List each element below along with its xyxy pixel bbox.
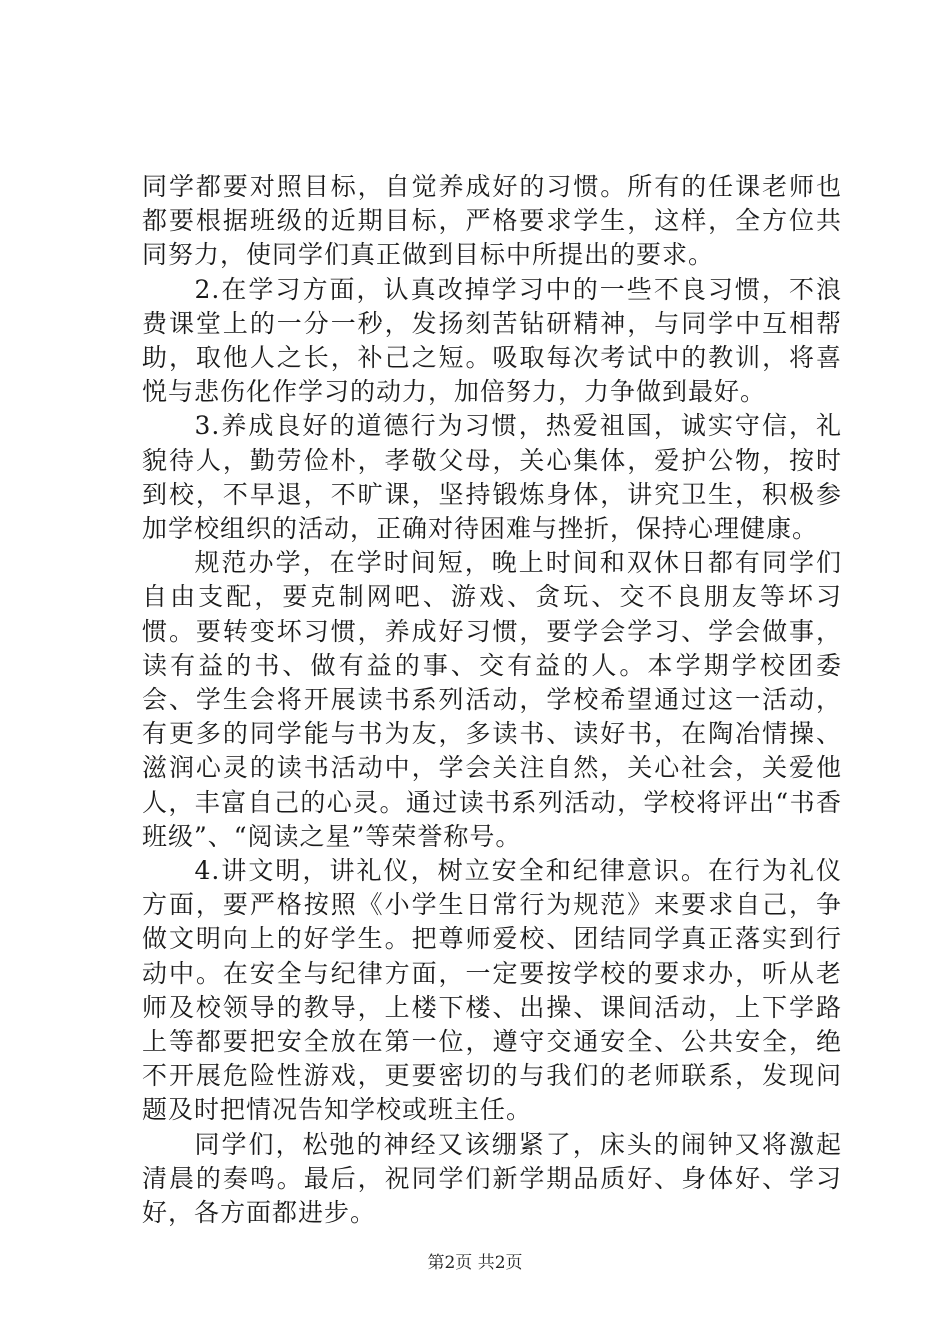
paragraph-reading-activity: 规范办学，在学时间短，晚上时间和双休日都有同学们自由支配，要克制网吧、游戏、贪玩、交不良朋友等坏习惯。要转变坏习惯，养成好习惯，要学会学习、学会做事，读有益的书、做有益的事、交有益的人。本学期学校团委会、学生会将开展读书系列活动，学校希望通过这一活动，有更多的同学能与书为友，多读书、读好书，在陶冶情操、滋润心灵的读书活动中，学会关注自然，关心社会，关爱他人，丰富自己的心灵。通过读书系列活动，学校将评出“书香班级”、“阅读之星”等荣誉称号。: [142, 548, 842, 851]
page-number-footer: 第2页 共2页: [427, 1253, 523, 1273]
paragraph-closing: 同学们，松弛的神经又该绷紧了，床头的闹钟又将激起清晨的奏鸣。最后，祝同学们新学期品质好、身体好、学习好，各方面都进步。: [142, 1129, 842, 1228]
document-body: [142, 170, 842, 1230]
paragraph-item-3-morals: 3.养成良好的道德行为习惯，热爱祖国，诚实守信，礼貌待人，勤劳俭朴，孝敬父母，关心集体，爱护公物，按时到校，不早退，不旷课，坚持锻炼身体，讲究卫生，积极参加学校组织的活动，正确对待困难与挫折，保持心理健康。: [142, 411, 842, 544]
paragraph-item-2-study: 2.在学习方面，认真改掉学习中的一些不良习惯，不浪费课堂上的一分一秒，发扬刻苦钻研精神，与同学中互相帮助，取他人之长，补己之短。吸取每次考试中的教训，将喜悦与悲伤化作学习的动力，加倍努力，力争做到最好。: [142, 274, 842, 407]
paragraph-item-4-etiquette: 4.讲文明，讲礼仪，树立安全和纪律意识。在行为礼仪方面，要严格按照《小学生日常行为规范》来要求自己，争做文明向上的好学生。把尊师爱校、团结同学真正落实到行动中。在安全与纪律方面，一定要按学校的要求办，听从老师及校领导的教导，上楼下楼、出操、课间活动，上下学路上等都要把安全放在第一位，遵守交通安全、公共安全，绝不开展危险性游戏，更要密切的与我们的老师联系，发现问题及时把情况告知学校或班主任。: [142, 856, 842, 1125]
paragraph-intro-continuation: 同学都要对照目标，自觉养成好的习惯。所有的任课老师也都要根据班级的近期目标，严格要求学生，这样，全方位共同努力，使同学们真正做到目标中所提出的要求。: [142, 172, 842, 270]
